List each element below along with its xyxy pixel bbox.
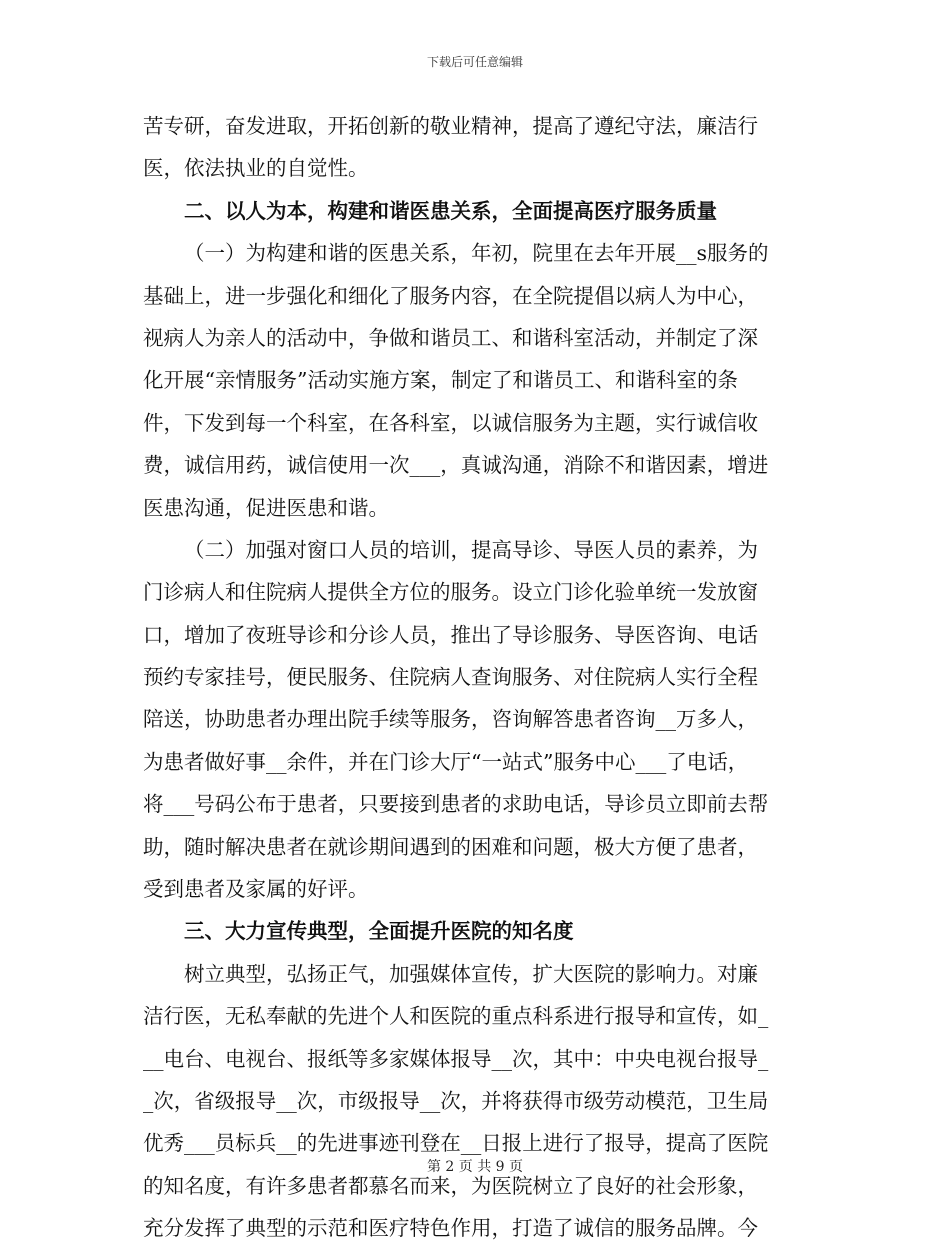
body-line: （一）为构建和谐的医患关系，年初，院里在去年开展__s服务的 — [184, 241, 769, 266]
body-line: （二）加强对窗口人员的培训，提高导诊、导医人员的素养，为 — [184, 537, 758, 562]
body-line: 受到患者及家属的好评。 — [143, 877, 369, 902]
section-heading: 二、以人为本，构建和谐医患关系，全面提高医疗服务质量 — [184, 198, 717, 223]
document-body — [143, 105, 808, 1250]
body-line: 为患者做好事__余件，并在门诊大厅“一站式”服务中心___了电话， — [143, 749, 749, 774]
body-line: 苦专研，奋发进取，开拓创新的敬业精神，提高了遵纪守法，廉洁行 — [143, 114, 758, 138]
body-line: 的知名度，有许多患者都慕名而来，为医院树立了良好的社会形象， — [143, 1173, 758, 1198]
body-line: 视病人为亲人的活动中，争做和谐员工、和谐科室活动，并制定了深 — [143, 325, 758, 350]
body-line: 将___号码公布于患者，只要接到患者的求助电话，导诊员立即前去帮 — [143, 792, 769, 817]
body-line: 洁行医，无私奉献的先进个人和医院的重点科系进行报导和宣传，如_ — [143, 1004, 769, 1029]
body-line: 费，诚信用药，诚信使用一次___，真诚沟通，消除不和谐因素，增进 — [143, 453, 769, 478]
page-header-note: 下载后可任意编辑 — [426, 55, 523, 69]
body-line: 基础上，进一步强化和细化了服务内容，在全院提倡以病人为中心， — [143, 283, 758, 308]
body-line: 陪送，协助患者办理出院手续等服务，咨询解答患者咨询__万多人， — [143, 707, 758, 732]
body-line: 优秀___员标兵__的先进事迹刊登在__日报上进行了报导，提高了医院 — [143, 1131, 769, 1156]
body-line: 预约专家挂号，便民服务、住院病人查询服务、对住院病人实行全程 — [143, 665, 758, 690]
body-line: _次，省级报导__次，市级报导__次，并将获得市级劳动模范，卫生局 — [143, 1088, 769, 1113]
body-line: 医，依法执业的自觉性。 — [143, 156, 369, 181]
body-line: 化开展“亲情服务”活动实施方案，制定了和谐员工、和谐科室的条 — [143, 368, 738, 393]
body-line: 口，增加了夜班导诊和分诊人员，推出了导诊服务、导医咨询、电话 — [143, 622, 758, 647]
page-number-footer: 第 2 页 共 9 页 — [426, 1159, 524, 1175]
body-line: 门诊病人和住院病人提供全方位的服务。设立门诊化验单统一发放窗 — [143, 580, 758, 605]
body-line: 医患沟通，促进医患和谐。 — [143, 495, 389, 520]
section-heading: 三、大力宣传典型，全面提升医院的知名度 — [184, 919, 574, 944]
body-line: 充分发挥了典型的示范和医疗特色作用，打造了诚信的服务品牌。今 — [143, 1216, 758, 1241]
body-line: __电台、电视台、报纸等多家媒体报导__次，其中：中央电视台报导_ — [143, 1046, 769, 1071]
body-line: 树立典型，弘扬正气，加强媒体宣传，扩大医院的影响力。对廉 — [184, 961, 758, 986]
body-line: 助，随时解决患者在就诊期间遇到的困难和问题，极大方便了患者， — [143, 834, 758, 859]
body-line: 件，下发到每一个科室，在各科室，以诚信服务为主题，实行诚信收 — [143, 410, 758, 435]
